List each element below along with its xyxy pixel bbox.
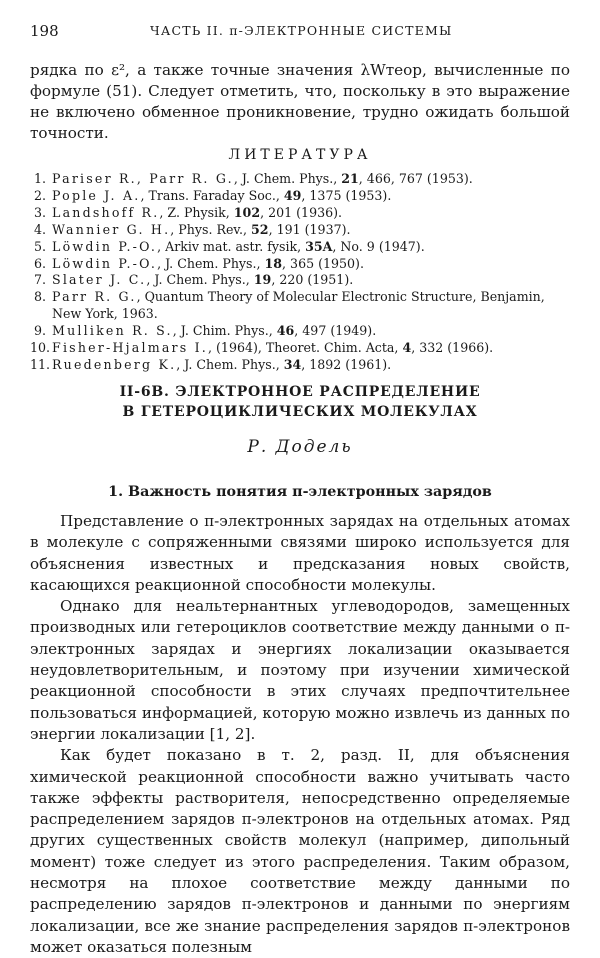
- reference-volume: 34: [283, 356, 302, 372]
- reference-text: [52, 272, 570, 289]
- reference-pages-year: , 332 (1966).: [411, 340, 494, 356]
- reference-number: 6.: [33, 255, 46, 271]
- reference-volume: 19: [253, 272, 272, 288]
- reference-authors: Fisher-Hjalmars I.: [52, 340, 209, 356]
- subsection-heading: 1. Важность понятия π-электронных зарядов: [108, 484, 492, 500]
- reference-source: , J. Chem. Phys.,: [176, 356, 284, 372]
- reference-pages-year: , 365 (1950).: [282, 255, 364, 271]
- reference-pages-year: , No. 9 (1947).: [332, 238, 425, 254]
- reference-text: [52, 357, 570, 374]
- reference-number: 10.: [30, 340, 51, 356]
- reference-authors: Mulliken R. S.: [52, 323, 173, 339]
- running-title: ЧАСТЬ II. π-ЭЛЕКТРОННЫЕ СИСТЕМЫ: [150, 23, 453, 38]
- reference-authors: Pople J. A.: [52, 187, 141, 203]
- reference-pages-year: , 466, 767 (1953).: [358, 171, 473, 186]
- references-heading: ЛИТЕРАТУРА: [228, 147, 372, 163]
- reference-pages-year: , 1892 (1961).: [301, 356, 392, 372]
- reference-authors: Slater J. C.: [52, 272, 147, 288]
- body-paragraph: Однако для неальтернантных углеводородов, замещенных производных или гетероциклов соответствие между данными о π-электронных зарядах и энергиях локализации оказывается неудовлетворительным, и поэтому при изучении химической реакционной способности в этих случаях предпочтительнее пользоваться информацией, которую можно извлечь из данных по энергии локализации [1, 2].: [30, 597, 570, 743]
- reference-authors: Parr R. G.: [52, 289, 137, 305]
- reference-source: , J. Chem. Phys.,: [233, 171, 342, 186]
- reference-item: [30, 239, 570, 256]
- reference-pages-year: , 201 (1936).: [260, 204, 343, 220]
- reference-pages-year: , 220 (1951).: [271, 272, 354, 288]
- reference-source: , Phys. Rev.,: [170, 221, 252, 237]
- reference-volume: 102: [233, 204, 261, 220]
- reference-number: 7.: [33, 272, 46, 288]
- intro-text: [30, 60, 570, 144]
- reference-source: , Arkiv mat. astr. fysik,: [157, 238, 306, 254]
- reference-text: [52, 222, 570, 239]
- reference-item: [30, 323, 570, 340]
- reference-pages-year: , 497 (1949).: [294, 323, 377, 339]
- reference-source: , J. Chim. Phys.,: [172, 323, 277, 339]
- reference-volume: 52: [251, 221, 269, 237]
- reference-number: 11.: [30, 356, 51, 372]
- reference-volume: 21: [341, 171, 359, 186]
- reference-pages-year: , 191 (1937).: [268, 221, 351, 237]
- reference-number: 5.: [33, 238, 46, 254]
- reference-authors: Löwdin P.-O.: [52, 238, 158, 254]
- reference-source: , Z. Physik,: [159, 204, 234, 220]
- reference-text: [52, 171, 570, 188]
- reference-source: , J. Chem. Phys.,: [146, 272, 254, 288]
- reference-item: [30, 205, 570, 222]
- body-paragraph: Представление о π-электронных зарядах на отдельных атомах в молекуле с сопряженными связями широко используется для объяснения известных и предсказания новых свойств, касающихся реакционной способности молекулы.: [30, 512, 570, 594]
- reference-source: , Trans. Faraday Soc.,: [140, 187, 284, 203]
- reference-text: [52, 323, 570, 340]
- reference-authors: Ruedenberg K.: [52, 356, 177, 372]
- reference-volume: 18: [264, 255, 283, 271]
- page-number: 198: [30, 22, 59, 40]
- reference-text: [52, 289, 570, 323]
- reference-text: [52, 340, 570, 357]
- reference-authors: Löwdin P.-O.: [52, 255, 158, 271]
- reference-item: [30, 357, 570, 374]
- reference-pages-year: , 1375 (1953).: [301, 187, 392, 203]
- reference-source: , J. Chem. Phys.,: [157, 255, 265, 271]
- section-heading-line-1: II-6B. ЭЛЕКТРОННОЕ РАСПРЕДЕЛЕНИЕ: [119, 384, 481, 400]
- reference-item: [30, 256, 570, 273]
- reference-item: [30, 340, 570, 357]
- section-heading-line-2: В ГЕТЕРОЦИКЛИЧЕСКИХ МОЛЕКУЛАХ: [122, 404, 478, 420]
- reference-source: , Quantum Theory of Molecular Electronic Structure, Benjamin, New York, 1963.: [52, 289, 545, 322]
- author-name: Р. Додель: [247, 437, 353, 457]
- body-paragraph: Как будет показано в т. 2, разд. II, для объяснения химической реакционной способности важно учитывать часто также эффекты растворителя, непосредственно определяемые распределением зарядов π-электронов на отдельных атомах. Ряд других существенных свойств молекул (например, дипольный момент) тоже следует из этого распределения. Таким образом, несмотря на плохое соответствие между данными по распределению зарядов π-электронов и данными по энергиям локализации, все же знание распределения зарядов π-электронов может оказаться полезным: [30, 746, 570, 956]
- reference-item: [30, 272, 570, 289]
- reference-text: [52, 188, 570, 205]
- running-head: [30, 22, 570, 42]
- reference-volume: 46: [276, 323, 295, 339]
- reference-number: 2.: [33, 187, 46, 203]
- reference-volume: 35A: [305, 238, 333, 254]
- reference-item: [30, 289, 570, 323]
- reference-source: , (1964), Theoret. Chim. Acta,: [208, 340, 403, 356]
- reference-item: [30, 171, 570, 188]
- reference-text: [52, 239, 570, 256]
- reference-number: 4.: [33, 221, 46, 237]
- reference-item: [30, 222, 570, 239]
- reference-volume: 4: [402, 340, 412, 356]
- reference-authors: Wannier G. H.: [52, 221, 171, 237]
- reference-number: 3.: [33, 204, 46, 220]
- reference-text: [52, 205, 570, 222]
- reference-text: [52, 256, 570, 273]
- reference-authors: Pariser R., Parr R. G.: [52, 171, 234, 186]
- intro-paragraph: рядка по ε², а также точные значения λWтеор, вычисленные по формуле (51). Следует отметить, что, поскольку в это выражение не включено обменное проникновение, трудно ожидать большой точности.: [30, 61, 570, 142]
- reference-volume: 49: [283, 187, 302, 203]
- references-list: [30, 171, 570, 374]
- reference-number: 8.: [33, 289, 46, 305]
- reference-authors: Landshoff R.: [52, 204, 160, 220]
- reference-item: [30, 188, 570, 205]
- reference-number: 9.: [33, 323, 46, 339]
- reference-number: 1.: [33, 171, 46, 186]
- section-heading: [30, 382, 570, 422]
- body-text: [30, 511, 570, 958]
